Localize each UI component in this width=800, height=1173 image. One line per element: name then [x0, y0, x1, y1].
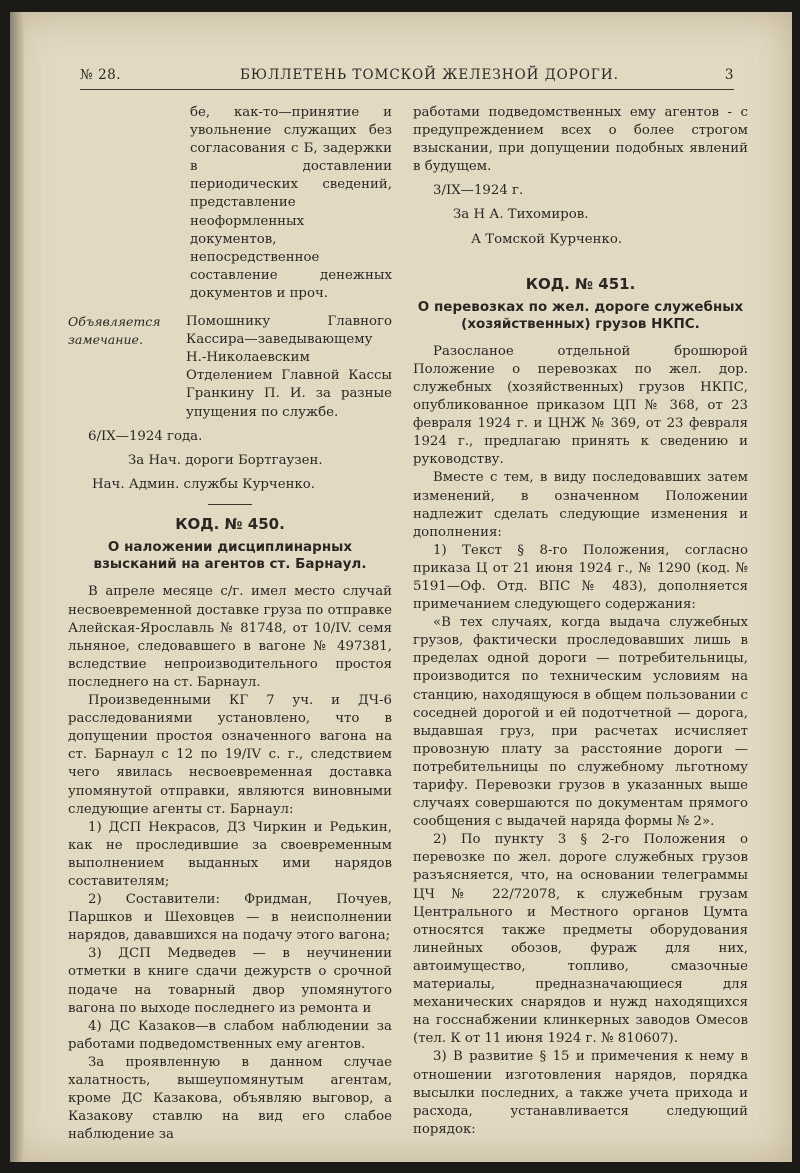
quoted-note: «В тех случаях, когда выдача служебных грузов, фактически проследовавших лишь в пределах одной дороги — потребительницы, производится по техническим условиям на станцию, находящуюся в общем пользовании с соседней дорогой и ей подотчетной — дорога, выдавшая груз, при расчетах исчисляет провозную плату за расстояние дороги — потребительницы по служебному льготному тарифу. Перевозки грузов в указанных выше случаях совершаются по документам прямого сообщения с выдачей наряда формы № 2».	[413, 615, 748, 830]
order-date: 3/IX—1924 г.	[433, 183, 524, 199]
paragraph: В апреле месяце с/г. имел место случай несвоевременной доставке груза по отправке Алейская-Ярославль № 81748, от 10/IV. семя льняное, следовавшего в вагоне № 497381, вследствие непроизводительного простоя последнего на ст. Барнаул.	[68, 584, 392, 690]
list-item: 4) ДС Казаков—в слабом наблюдении за работами подведомственных ему агентов.	[68, 1018, 392, 1052]
divider	[208, 504, 252, 506]
signature-1: За Н А. Тихомиров.	[453, 207, 589, 223]
paragraph: Произведенными КГ 7 уч. и ДЧ-6 расследованиями установлено, что в допущении простоя означенного вагона на ст. Барнаул с 12 по 19/IV с. г., следствием чего явилась несвоевременная доставка упомянутой отправки, являются виновными следующие агенты ст. Барнаул:	[68, 693, 392, 817]
continued-text: бе, как-то—принятие и увольнение служащих без согласования с Б, задержки в доставлении периодических сведений, представление неоформленных документов, непосредственное составление денежных документов и проч.	[190, 105, 392, 301]
reprimand-block	[68, 313, 392, 422]
section-title: О наложении дисциплинарных взысканий на агентов ст. Барнаул.	[93, 539, 367, 573]
order-date: 6/IX—1924 года.	[88, 428, 203, 444]
continued-text: работами подведомственных ему агентов - с предупреждением всех о более строгом взыскании, при допущении подобных явлений в будущем.	[413, 105, 748, 175]
page-number: 3	[724, 67, 734, 83]
list-item: 2) По пункту 3 § 2-го Положения о перевозке по жел. дороге служебных грузов разъясняется, что, на основании телеграммы ЦЧ № 22/72078, к служебным грузам Центрального и Местного органов Цумта относятся также предметы оборудования линейных обозов, фураж для них, автоимущество, топливо, смазочные материалы, предназначающиеся для механических снарядов и нужд находящихся на госснабжении клинкерных заводов Омесов (тел. К от 11 июня 1924 г. № 810607).	[413, 832, 748, 1047]
margin-note: Объявляется замечание.	[68, 314, 161, 348]
reprimand-text: Помошнику Главного Кассира—заведывающему Н.-Николаевским Отделением Главной Кассы Гранкину П. И. за разные упущения по службе.	[186, 314, 392, 420]
section-title: О перевозках по жел. дороге служебных (хозяйственных) грузов НКПС.	[417, 298, 744, 332]
list-item: 3) В развитие § 15 и примечения к нему в отношении изготовления нарядов, порядка высылки последних, а также учета прихода и расхода, устанавливается следующий порядок:	[413, 1049, 748, 1137]
left-column	[68, 104, 392, 1144]
paragraph: За проявленную в данном случае халатность, вышеупомянутым агентам, кроме ДС Казакова, объявляю выговор, а Казакову ставлю на вид его слабое наблюдение за	[68, 1054, 392, 1143]
list-item: 2) Составители: Фридман, Почуев, Паршков и Шеховцев — в неисполнении нарядов, дававшихся на подачу этого вагона;	[68, 892, 392, 944]
signature-1: За Нач. дороги Бортгаузен.	[128, 452, 323, 468]
bulletin-title: БЮЛЛЕТЕНЬ ТОМСКОЙ ЖЕЛЕЗНОЙ ДОРОГИ.	[240, 67, 619, 83]
signature-2: Нач. Админ. службы Курченко.	[92, 476, 316, 492]
paragraph: Вместе с тем, в виду последовавших затем изменений, в означенном Положении надлежит сделать следующие изменения и дополнения:	[413, 470, 748, 540]
list-item: 1) Текст § 8-го Положения, согласно приказа Ц от 21 июня 1924 г., № 1290 (код. № 5191—Оф. Отд. ВПС № 483), дополняется примечанием следующего содержания:	[413, 542, 748, 613]
page-header	[80, 67, 734, 90]
binding-edge	[10, 12, 24, 1162]
right-column	[413, 104, 748, 1139]
signature-2: А Томской Курченко.	[471, 231, 623, 247]
list-item: 1) ДСП Некрасов, ДЗ Чиркин и Редькин, как не проследившие за своевременным выполнением выданных ими нарядов составителям;	[68, 819, 392, 889]
list-item: 3) ДСП Медведев — в неучинении отметки в книге сдачи дежурств о срочной подаче на товарный двор упомянутого вагона по выходе последнего из ремонта и	[68, 946, 392, 1016]
page-sheet	[10, 12, 792, 1162]
paragraph: Разосланое отдельной брошюрой Положение о перевозках по жел. дор. служебных (хозяйственных) грузов НКПС, опубликованное приказом ЦП № 368, от 23 февраля 1924 г. и ЦНЖ № 369, от 23 февраля 1924 г., предлагаю принять к сведению и руководству.	[413, 343, 748, 468]
issue-number: № 28.	[80, 67, 122, 83]
order-code: КОД. № 450.	[175, 515, 285, 534]
order-code: КОД. № 451.	[525, 274, 636, 293]
